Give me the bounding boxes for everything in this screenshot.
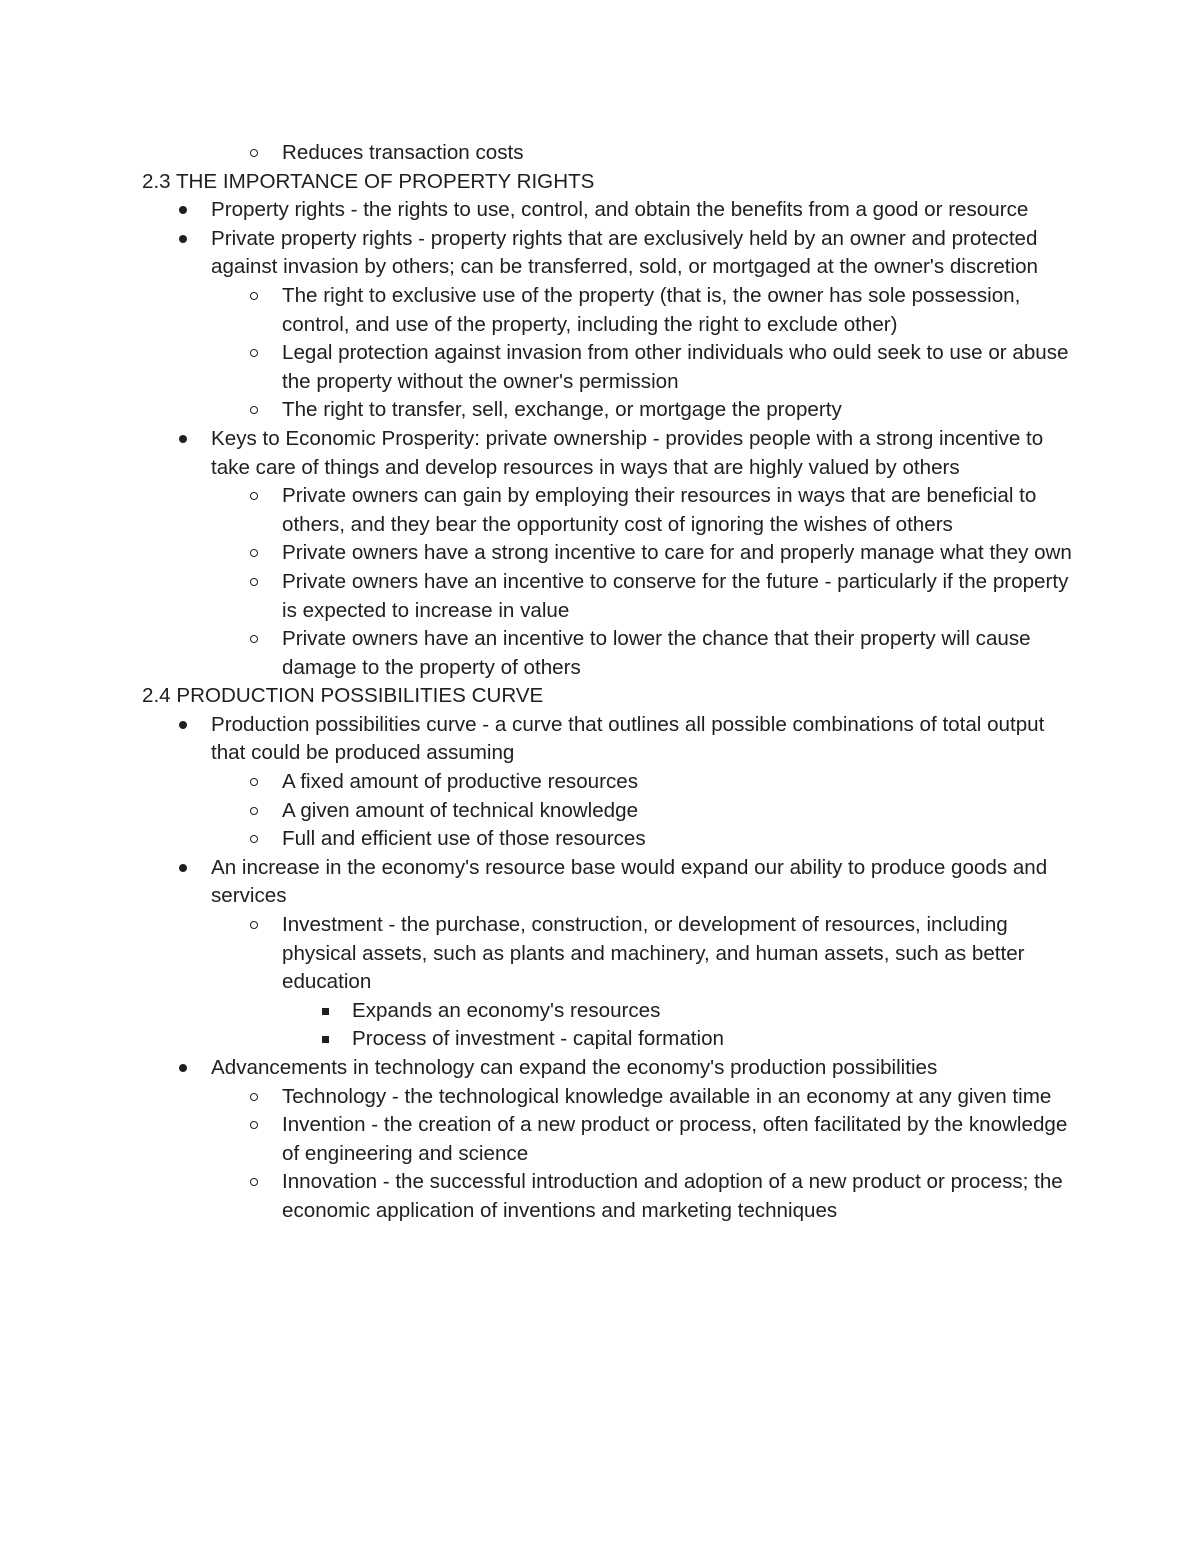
item-text: Reduces transaction costs	[282, 141, 524, 164]
document-page	[0, 139, 1200, 1226]
filled-circle-bullet-icon	[179, 864, 187, 872]
item-text: Legal protection against invasion from other individuals who ould seek to use or abuse the property without the owner's permission	[282, 341, 1069, 393]
bullet-item	[0, 196, 1071, 225]
hollow-circle-bullet-icon	[250, 349, 258, 357]
sub-bullet-item	[0, 1111, 1072, 1168]
bullet-item	[0, 711, 1071, 768]
item-text: Innovation - the successful introduction and adoption of a new product or process; the economic application of inventions and marketing techniques	[282, 1170, 1063, 1222]
item-text: Full and efficient use of those resources	[282, 827, 646, 851]
section-heading: 2.4 PRODUCTION POSSIBILITIES CURVE	[142, 684, 544, 708]
item-text: Investment - the purchase, construction, or development of resources, including physical assets, such as plants and machinery, and human assets, such as better education	[282, 913, 1025, 994]
item-text: A given amount of technical knowledge	[282, 798, 639, 822]
sub-bullet-item	[0, 1083, 1072, 1112]
item-text: A fixed amount of productive resources	[282, 770, 639, 794]
item-text: Private owners can gain by employing their resources in ways that are beneficial to others, and they bear the opportunity cost of ignoring the wishes of others	[282, 484, 1037, 536]
filled-circle-bullet-icon	[179, 721, 187, 729]
sub-bullet-item	[0, 911, 1072, 997]
filled-circle-bullet-icon	[179, 435, 187, 443]
sub-bullet-item	[0, 625, 1072, 682]
hollow-circle-bullet-icon	[250, 578, 258, 586]
hollow-circle-bullet-icon	[250, 807, 258, 815]
sub-bullet-item	[0, 339, 1072, 396]
sub-sub-bullet-item	[0, 1025, 1072, 1054]
item-text: Production possibilities curve - a curve that outlines all possible combinations of total output that could be produced assuming	[211, 712, 1045, 765]
sub-bullet-item	[0, 1168, 1072, 1225]
hollow-circle-bullet-icon	[250, 1093, 258, 1101]
section-heading: 2.3 THE IMPORTANCE OF PROPERTY RIGHTS	[142, 169, 595, 193]
sub-bullet-item	[0, 797, 1072, 826]
hollow-circle-bullet-icon	[250, 1121, 258, 1129]
bullet-item	[0, 425, 1071, 482]
item-text: Private owners have an incentive to lower the chance that their property will cause damage to the property of others	[282, 627, 1031, 679]
item-text: Property rights - the rights to use, control, and obtain the benefits from a good or resource	[211, 198, 1029, 222]
item-text: The right to transfer, sell, exchange, or mortgage the property	[282, 398, 842, 422]
sub-bullet-item	[0, 482, 1072, 539]
item-text: The right to exclusive use of the property (that is, the owner has sole possession, control, and use of the property, including the right to exclude other)	[282, 283, 1021, 336]
hollow-circle-bullet-icon	[250, 1178, 258, 1186]
sub-bullet-item	[0, 282, 1072, 339]
filled-square-bullet-icon	[322, 1008, 329, 1015]
hollow-circle-bullet-icon	[250, 492, 258, 500]
item-text: Expands an economy's resources	[352, 998, 661, 1022]
item-text: Process of investment - capital formation	[352, 1027, 724, 1051]
bullet-item	[0, 854, 1071, 911]
sub-bullet-item	[0, 825, 1072, 854]
sub-bullet-item	[0, 396, 1072, 425]
filled-circle-bullet-icon	[179, 235, 187, 243]
filled-circle-bullet-icon	[179, 1064, 187, 1072]
bullet-item	[0, 225, 1071, 282]
hollow-circle-bullet-icon	[250, 778, 258, 786]
sub-bullet-item	[0, 139, 1072, 168]
item-text: Private owners have a strong incentive to care for and properly manage what they own	[282, 541, 1072, 565]
item-text: Invention - the creation of a new product or process, often facilitated by the knowledge of engineering and science	[282, 1113, 1068, 1165]
hollow-circle-bullet-icon	[250, 549, 258, 557]
sub-bullet-item	[0, 568, 1072, 625]
item-text: Technology - the technological knowledge available in an economy at any given time	[282, 1084, 1052, 1108]
bullet-item	[0, 1054, 1071, 1083]
hollow-circle-bullet-icon	[250, 149, 258, 157]
hollow-circle-bullet-icon	[250, 292, 258, 300]
hollow-circle-bullet-icon	[250, 921, 258, 929]
hollow-circle-bullet-icon	[250, 635, 258, 643]
item-text: Private property rights - property rights that are exclusively held by an owner and protected against invasion by others; can be transferred, sold, or mortgaged at the owner's discretion	[211, 226, 1038, 279]
item-text: Keys to Economic Prosperity: private ownership - provides people with a strong incentive to take care of things and develop resources in ways that are highly valued by others	[211, 426, 1044, 479]
sub-bullet-item	[0, 768, 1072, 797]
item-text: Private owners have an incentive to conserve for the future - particularly if the property is expected to increase in value	[282, 569, 1069, 622]
sub-sub-bullet-item	[0, 997, 1072, 1026]
item-text: An increase in the economy's resource base would expand our ability to produce goods and services	[211, 855, 1048, 908]
hollow-circle-bullet-icon	[250, 835, 258, 843]
filled-circle-bullet-icon	[179, 206, 187, 214]
hollow-circle-bullet-icon	[250, 406, 258, 414]
sub-bullet-item	[0, 539, 1072, 568]
filled-square-bullet-icon	[322, 1036, 329, 1043]
item-text: Advancements in technology can expand the economy's production possibilities	[211, 1056, 938, 1079]
